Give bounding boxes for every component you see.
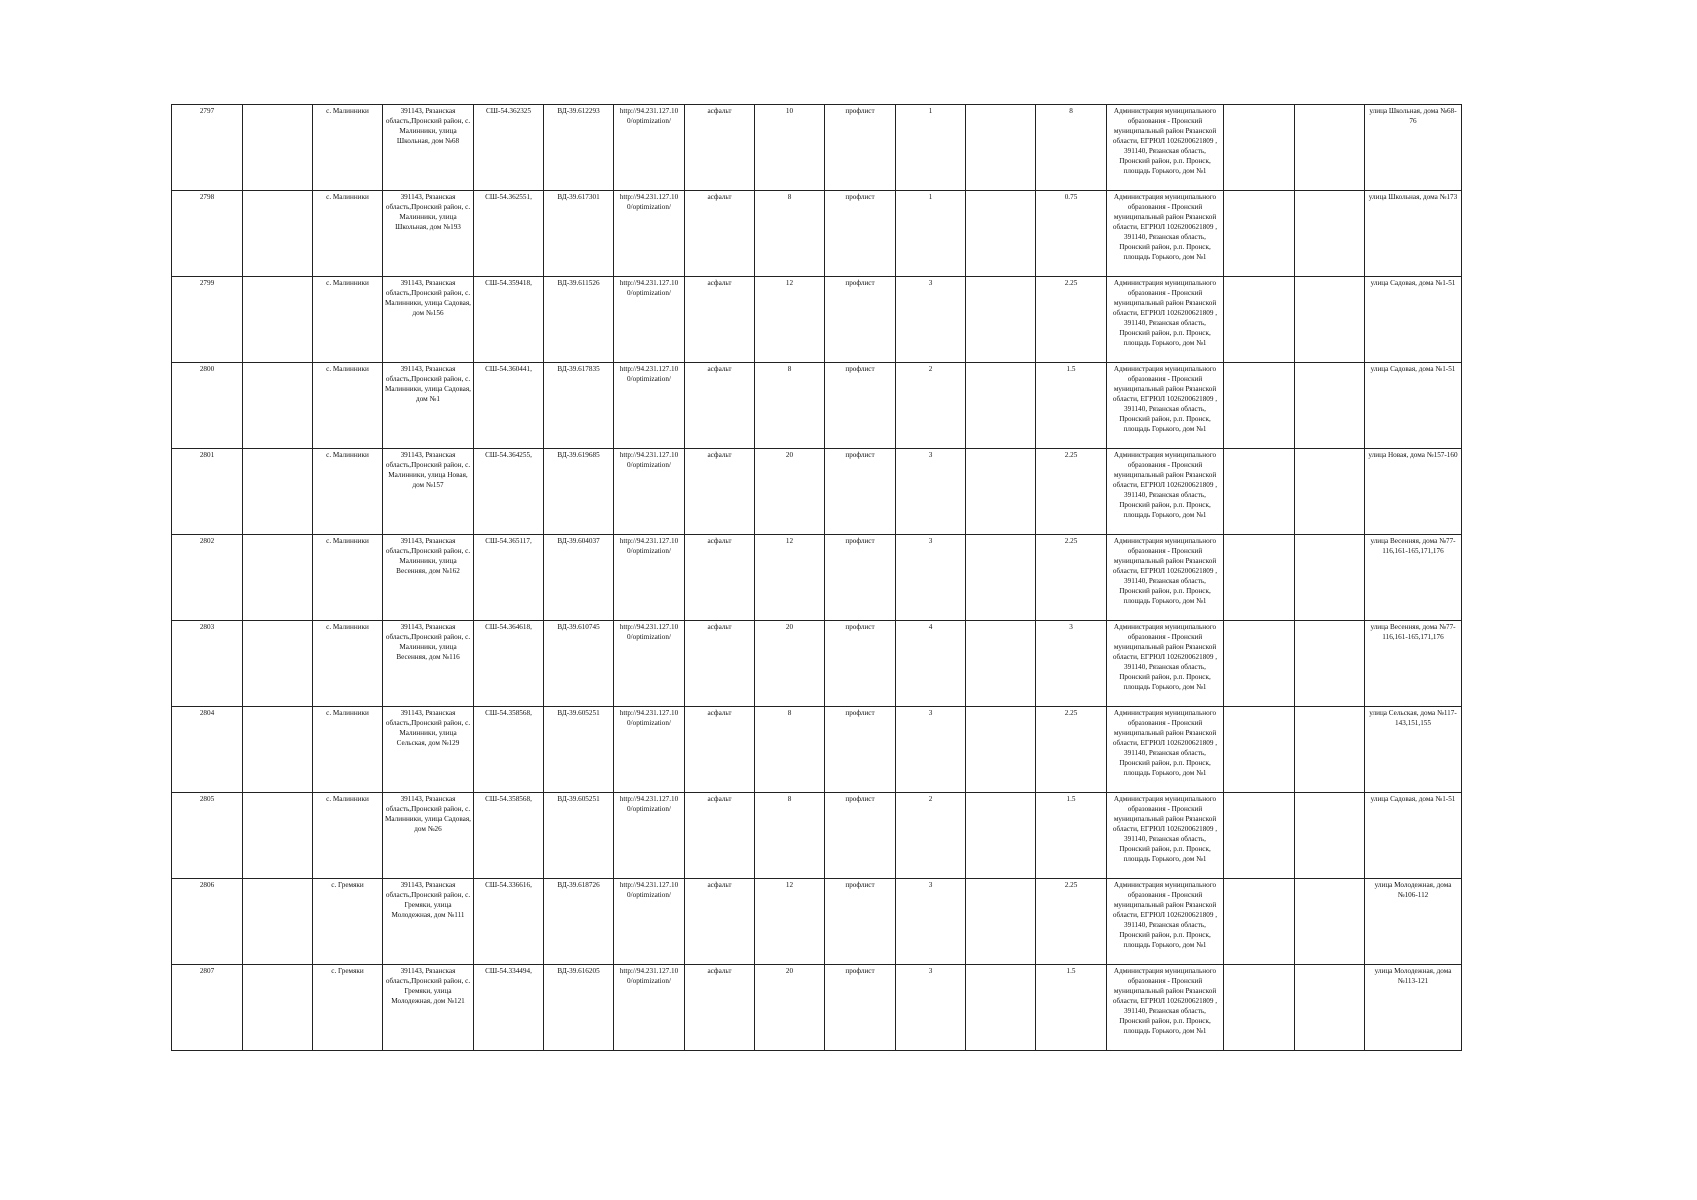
container-count-cell: 3 <box>896 535 966 621</box>
empty-cell <box>243 621 313 707</box>
longitude-cell: ВД-39.612293 <box>544 105 614 191</box>
empty-cell <box>1295 449 1365 535</box>
volume-cell: 2.25 <box>1036 277 1107 363</box>
settlement-cell: с. Малинники <box>313 621 383 707</box>
settlement-cell: с. Гремяки <box>313 965 383 1051</box>
empty-cell <box>966 879 1036 965</box>
link-cell: http://94.231.127.10 0/optimization/ <box>614 879 685 965</box>
base-cell: профлист <box>825 363 896 449</box>
empty-cell <box>243 707 313 793</box>
longitude-cell: ВД-39.618726 <box>544 879 614 965</box>
container-count-cell: 2 <box>896 793 966 879</box>
area-cell: 12 <box>755 277 825 363</box>
volume-cell: 1.5 <box>1036 965 1107 1051</box>
served-addresses-cell: улица Садовая, дома №1-51 <box>1365 793 1462 879</box>
address-cell: 391143, Рязанская область,Пронский район, с. Малинники, улица Весенняя, дом №116 <box>383 621 474 707</box>
latitude-cell: СШ-54.359418, <box>474 277 544 363</box>
address-cell: 391143, Рязанская область,Пронский район, с. Малинники, улица Садовая, дом №26 <box>383 793 474 879</box>
latitude-cell: СШ-54.362325 <box>474 105 544 191</box>
area-cell: 20 <box>755 621 825 707</box>
empty-cell <box>1224 277 1295 363</box>
surface-cell: асфальт <box>685 879 755 965</box>
settlement-cell: с. Малинники <box>313 707 383 793</box>
surface-cell: асфальт <box>685 191 755 277</box>
empty-cell <box>1295 965 1365 1051</box>
served-addresses-cell: улица Школьная, дома №68-76 <box>1365 105 1462 191</box>
container-count-cell: 2 <box>896 363 966 449</box>
container-count-cell: 4 <box>896 621 966 707</box>
link-cell: http://94.231.127.10 0/optimization/ <box>614 449 685 535</box>
served-addresses-cell: улица Молодежная, дома №113-121 <box>1365 965 1462 1051</box>
container-count-cell: 3 <box>896 449 966 535</box>
empty-cell <box>243 277 313 363</box>
table-row <box>172 363 1462 449</box>
empty-cell <box>966 105 1036 191</box>
empty-cell <box>243 535 313 621</box>
empty-cell <box>1224 879 1295 965</box>
served-addresses-cell: улица Сельская, дома №117-143,151,155 <box>1365 707 1462 793</box>
empty-cell <box>1295 363 1365 449</box>
empty-cell <box>1295 191 1365 277</box>
area-cell: 12 <box>755 535 825 621</box>
table-row <box>172 277 1462 363</box>
address-cell: 391143, Рязанская область,Пронский район, с. Малинники, улица Новая, дом №157 <box>383 449 474 535</box>
empty-cell <box>1224 105 1295 191</box>
owner-cell: Администрация муниципального образования - Пронский муниципальный район Рязанской области, ЕГРЮЛ 1026200621809 , 391140, Рязанская область, Пронский район, р.п. Пронск, площадь Горького, дом №1 <box>1107 535 1224 621</box>
area-cell: 20 <box>755 449 825 535</box>
volume-cell: 3 <box>1036 621 1107 707</box>
longitude-cell: ВД-39.616205 <box>544 965 614 1051</box>
empty-cell <box>966 449 1036 535</box>
empty-cell <box>966 535 1036 621</box>
settlement-cell: с. Малинники <box>313 535 383 621</box>
latitude-cell: СШ-54.360441, <box>474 363 544 449</box>
latitude-cell: СШ-54.362551, <box>474 191 544 277</box>
latitude-cell: СШ-54.334494, <box>474 965 544 1051</box>
address-cell: 391143, Рязанская область,Пронский район, с. Малинники, улица Садовая, дом №1 <box>383 363 474 449</box>
settlement-cell: с. Малинники <box>313 793 383 879</box>
base-cell: профлист <box>825 793 896 879</box>
row-number-cell: 2805 <box>172 793 243 879</box>
empty-cell <box>966 793 1036 879</box>
latitude-cell: СШ-54.364618, <box>474 621 544 707</box>
surface-cell: асфальт <box>685 535 755 621</box>
settlement-cell: с. Малинники <box>313 191 383 277</box>
latitude-cell: СШ-54.364255, <box>474 449 544 535</box>
empty-cell <box>243 879 313 965</box>
volume-cell: 2.25 <box>1036 535 1107 621</box>
empty-cell <box>966 707 1036 793</box>
surface-cell: асфальт <box>685 707 755 793</box>
empty-cell <box>1295 277 1365 363</box>
base-cell: профлист <box>825 621 896 707</box>
owner-cell: Администрация муниципального образования - Пронский муниципальный район Рязанской области, ЕГРЮЛ 1026200621809 , 391140, Рязанская область, Пронский район, р.п. Пронск, площадь Горького, дом №1 <box>1107 105 1224 191</box>
empty-cell <box>1295 535 1365 621</box>
base-cell: профлист <box>825 535 896 621</box>
owner-cell: Администрация муниципального образования - Пронский муниципальный район Рязанской области, ЕГРЮЛ 1026200621809 , 391140, Рязанская область, Пронский район, р.п. Пронск, площадь Горького, дом №1 <box>1107 793 1224 879</box>
table-row <box>172 621 1462 707</box>
volume-cell: 0.75 <box>1036 191 1107 277</box>
empty-cell <box>1224 449 1295 535</box>
volume-cell: 1.5 <box>1036 363 1107 449</box>
empty-cell <box>966 363 1036 449</box>
longitude-cell: ВД-39.617835 <box>544 363 614 449</box>
empty-cell <box>1224 965 1295 1051</box>
settlement-cell: с. Гремяки <box>313 879 383 965</box>
volume-cell: 2.25 <box>1036 879 1107 965</box>
area-cell: 20 <box>755 965 825 1051</box>
area-cell: 12 <box>755 879 825 965</box>
base-cell: профлист <box>825 105 896 191</box>
table-row <box>172 793 1462 879</box>
table-body <box>172 105 1462 1051</box>
volume-cell: 2.25 <box>1036 449 1107 535</box>
surface-cell: асфальт <box>685 277 755 363</box>
container-count-cell: 3 <box>896 707 966 793</box>
row-number-cell: 2801 <box>172 449 243 535</box>
area-cell: 8 <box>755 793 825 879</box>
empty-cell <box>1295 621 1365 707</box>
empty-cell <box>1224 707 1295 793</box>
row-number-cell: 2797 <box>172 105 243 191</box>
row-number-cell: 2799 <box>172 277 243 363</box>
table-row <box>172 535 1462 621</box>
empty-cell <box>1224 535 1295 621</box>
served-addresses-cell: улица Садовая, дома №1-51 <box>1365 363 1462 449</box>
base-cell: профлист <box>825 449 896 535</box>
row-number-cell: 2804 <box>172 707 243 793</box>
owner-cell: Администрация муниципального образования - Пронский муниципальный район Рязанской области, ЕГРЮЛ 1026200621809 , 391140, Рязанская область, Пронский район, р.п. Пронск, площадь Горького, дом №1 <box>1107 621 1224 707</box>
empty-cell <box>1224 793 1295 879</box>
base-cell: профлист <box>825 707 896 793</box>
latitude-cell: СШ-54.358568, <box>474 707 544 793</box>
empty-cell <box>966 277 1036 363</box>
base-cell: профлист <box>825 879 896 965</box>
empty-cell <box>243 793 313 879</box>
empty-cell <box>966 621 1036 707</box>
table-row <box>172 879 1462 965</box>
link-cell: http://94.231.127.10 0/optimization/ <box>614 965 685 1051</box>
empty-cell <box>1295 793 1365 879</box>
surface-cell: асфальт <box>685 363 755 449</box>
served-addresses-cell: улица Молодежная, дома №106-112 <box>1365 879 1462 965</box>
area-cell: 8 <box>755 191 825 277</box>
container-count-cell: 3 <box>896 965 966 1051</box>
area-cell: 10 <box>755 105 825 191</box>
owner-cell: Администрация муниципального образования - Пронский муниципальный район Рязанской области, ЕГРЮЛ 1026200621809 , 391140, Рязанская область, Пронский район, р.п. Пронск, площадь Горького, дом №1 <box>1107 965 1224 1051</box>
container-count-cell: 3 <box>896 277 966 363</box>
empty-cell <box>243 105 313 191</box>
latitude-cell: СШ-54.358568, <box>474 793 544 879</box>
empty-cell <box>1224 191 1295 277</box>
container-count-cell: 1 <box>896 191 966 277</box>
link-cell: http://94.231.127.10 0/optimization/ <box>614 105 685 191</box>
area-cell: 8 <box>755 363 825 449</box>
owner-cell: Администрация муниципального образования - Пронский муниципальный район Рязанской области, ЕГРЮЛ 1026200621809 , 391140, Рязанская область, Пронский район, р.п. Пронск, площадь Горького, дом №1 <box>1107 191 1224 277</box>
address-cell: 391143, Рязанская область,Пронский район, с. Гремяки, улица Молодежная, дом №111 <box>383 879 474 965</box>
longitude-cell: ВД-39.605251 <box>544 707 614 793</box>
empty-cell <box>243 191 313 277</box>
link-cell: http://94.231.127.10 0/optimization/ <box>614 707 685 793</box>
row-number-cell: 2807 <box>172 965 243 1051</box>
table-row <box>172 449 1462 535</box>
empty-cell <box>1224 621 1295 707</box>
settlement-cell: с. Малинники <box>313 105 383 191</box>
table-row <box>172 105 1462 191</box>
table-row <box>172 965 1462 1051</box>
served-addresses-cell: улица Весенняя, дома №77-116,161-165,171,176 <box>1365 621 1462 707</box>
longitude-cell: ВД-39.604037 <box>544 535 614 621</box>
settlement-cell: с. Малинники <box>313 449 383 535</box>
owner-cell: Администрация муниципального образования - Пронский муниципальный район Рязанской области, ЕГРЮЛ 1026200621809 , 391140, Рязанская область, Пронский район, р.п. Пронск, площадь Горького, дом №1 <box>1107 707 1224 793</box>
surface-cell: асфальт <box>685 965 755 1051</box>
link-cell: http://94.231.127.10 0/optimization/ <box>614 191 685 277</box>
address-cell: 391143, Рязанская область,Пронский район, с. Малинники, улица Школьная, дом №68 <box>383 105 474 191</box>
base-cell: профлист <box>825 191 896 277</box>
surface-cell: асфальт <box>685 449 755 535</box>
owner-cell: Администрация муниципального образования - Пронский муниципальный район Рязанской области, ЕГРЮЛ 1026200621809 , 391140, Рязанская область, Пронский район, р.п. Пронск, площадь Горького, дом №1 <box>1107 879 1224 965</box>
link-cell: http://94.231.127.10 0/optimization/ <box>614 535 685 621</box>
row-number-cell: 2803 <box>172 621 243 707</box>
address-cell: 391143, Рязанская область,Пронский район, с. Малинники, улица Садовая, дом №156 <box>383 277 474 363</box>
address-cell: 391143, Рязанская область,Пронский район, с. Малинники, улица Школьная, дом №193 <box>383 191 474 277</box>
empty-cell <box>966 191 1036 277</box>
base-cell: профлист <box>825 965 896 1051</box>
empty-cell <box>243 449 313 535</box>
row-number-cell: 2798 <box>172 191 243 277</box>
latitude-cell: СШ-54.336616, <box>474 879 544 965</box>
registry-table <box>171 104 1462 1051</box>
link-cell: http://94.231.127.10 0/optimization/ <box>614 277 685 363</box>
link-cell: http://94.231.127.10 0/optimization/ <box>614 363 685 449</box>
served-addresses-cell: улица Новая, дома №157-160 <box>1365 449 1462 535</box>
link-cell: http://94.231.127.10 0/optimization/ <box>614 621 685 707</box>
row-number-cell: 2802 <box>172 535 243 621</box>
empty-cell <box>243 363 313 449</box>
area-cell: 8 <box>755 707 825 793</box>
owner-cell: Администрация муниципального образования - Пронский муниципальный район Рязанской области, ЕГРЮЛ 1026200621809 , 391140, Рязанская область, Пронский район, р.п. Пронск, площадь Горького, дом №1 <box>1107 449 1224 535</box>
empty-cell <box>966 965 1036 1051</box>
surface-cell: асфальт <box>685 793 755 879</box>
volume-cell: 1.5 <box>1036 793 1107 879</box>
container-count-cell: 1 <box>896 105 966 191</box>
longitude-cell: ВД-39.610745 <box>544 621 614 707</box>
surface-cell: асфальт <box>685 621 755 707</box>
address-cell: 391143, Рязанская область,Пронский район, с. Гремяки, улица Молодежная, дом №121 <box>383 965 474 1051</box>
table-row <box>172 707 1462 793</box>
row-number-cell: 2806 <box>172 879 243 965</box>
owner-cell: Администрация муниципального образования - Пронский муниципальный район Рязанской области, ЕГРЮЛ 1026200621809 , 391140, Рязанская область, Пронский район, р.п. Пронск, площадь Горького, дом №1 <box>1107 363 1224 449</box>
empty-cell <box>1295 879 1365 965</box>
owner-cell: Администрация муниципального образования - Пронский муниципальный район Рязанской области, ЕГРЮЛ 1026200621809 , 391140, Рязанская область, Пронский район, р.п. Пронск, площадь Горького, дом №1 <box>1107 277 1224 363</box>
settlement-cell: с. Малинники <box>313 363 383 449</box>
latitude-cell: СШ-54.365117, <box>474 535 544 621</box>
surface-cell: асфальт <box>685 105 755 191</box>
empty-cell <box>1295 707 1365 793</box>
row-number-cell: 2800 <box>172 363 243 449</box>
volume-cell: 2.25 <box>1036 707 1107 793</box>
address-cell: 391143, Рязанская область,Пронский район, с. Малинники, улица Сельская, дом №129 <box>383 707 474 793</box>
longitude-cell: ВД-39.611526 <box>544 277 614 363</box>
volume-cell: 8 <box>1036 105 1107 191</box>
longitude-cell: ВД-39.605251 <box>544 793 614 879</box>
longitude-cell: ВД-39.617301 <box>544 191 614 277</box>
table-row <box>172 191 1462 277</box>
served-addresses-cell: улица Садовая, дома №1-51 <box>1365 277 1462 363</box>
settlement-cell: с. Малинники <box>313 277 383 363</box>
link-cell: http://94.231.127.10 0/optimization/ <box>614 793 685 879</box>
served-addresses-cell: улица Школьная, дома №173 <box>1365 191 1462 277</box>
container-count-cell: 3 <box>896 879 966 965</box>
longitude-cell: ВД-39.619685 <box>544 449 614 535</box>
empty-cell <box>1295 105 1365 191</box>
address-cell: 391143, Рязанская область,Пронский район, с. Малинники, улица Весенняя, дом №162 <box>383 535 474 621</box>
empty-cell <box>243 965 313 1051</box>
served-addresses-cell: улица Весенняя, дома №77-116,161-165,171,176 <box>1365 535 1462 621</box>
empty-cell <box>1224 363 1295 449</box>
base-cell: профлист <box>825 277 896 363</box>
